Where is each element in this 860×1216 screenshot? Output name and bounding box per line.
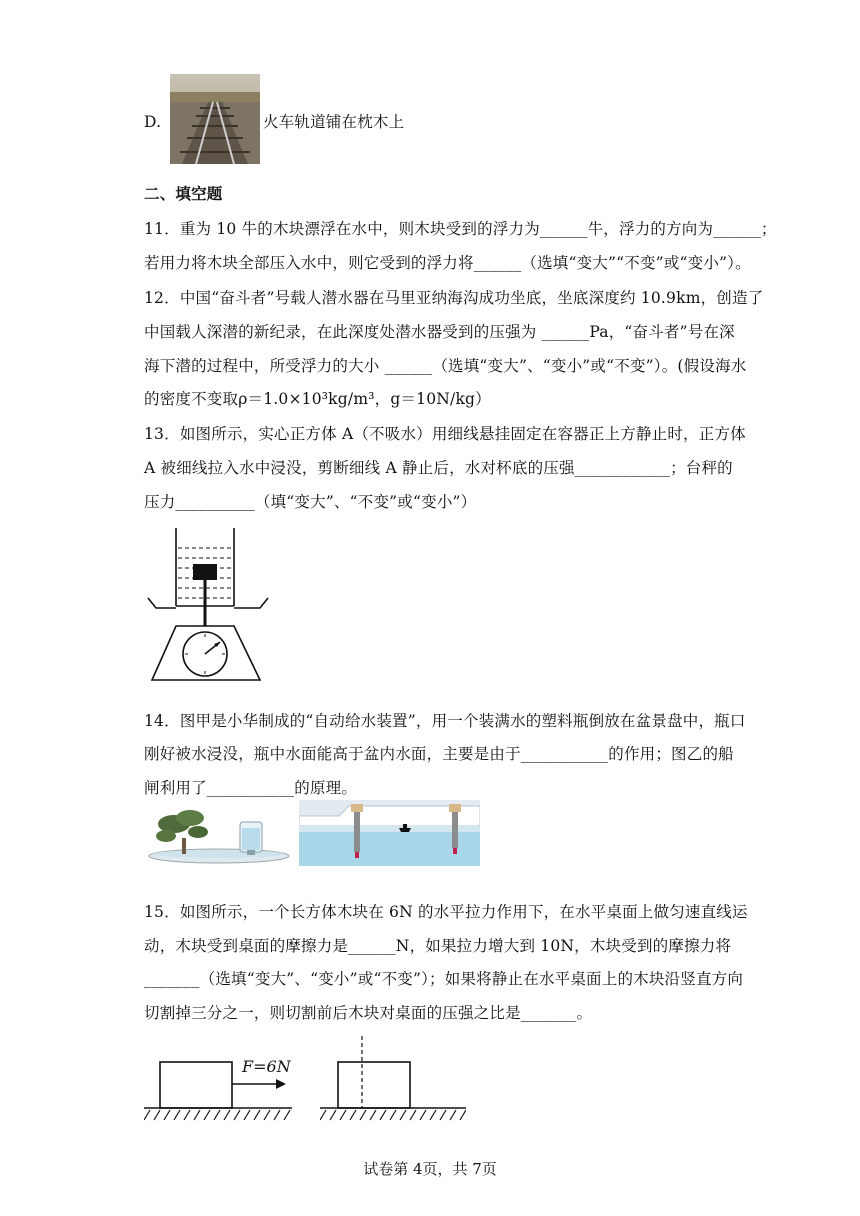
ship-lock-figure xyxy=(299,800,480,866)
q15-line4: 切割掉三分之一，则切割前后木块对桌面的压强之比是_______。 xyxy=(144,1004,593,1022)
railway-track-photo xyxy=(170,74,260,164)
q15-line2: 动，木块受到桌面的摩擦力是______N，如果拉力增大到 10N，木块受到的摩擦力将 xyxy=(144,937,732,955)
force-label: F=6N xyxy=(242,1057,291,1076)
bonsai-water-feeder-figure xyxy=(146,804,292,866)
option-d-text: 火车轨道铺在枕木上 xyxy=(263,113,405,131)
q12-line4: 的密度不变取ρ＝1.0×10³kg/m³，g＝10N/kg） xyxy=(144,390,491,408)
q15-line1: 15．如图所示，一个长方体木块在 6N 的水平拉力作用下，在水平桌面上做匀速直线运 xyxy=(144,903,748,921)
q15-line3: _______（选填“变大”、“变小”或“不变”）；如果将静止在水平桌面上的木块沿竖直方向 xyxy=(144,970,744,988)
container-scale-diagram xyxy=(146,526,270,684)
q13-line1: 13．如图所示，实心正方体 A（不吸水）用细线悬挂固定在容器正上方静止时，正方体 xyxy=(144,425,746,443)
block-pull-diagram xyxy=(144,1046,292,1126)
q14-line2: 刚好被水浸没，瓶中水面能高于盆内水面，主要是由于___________的作用；图乙的船 xyxy=(144,745,734,763)
q12-line2: 中国载人深潜的新纪录，在此深度处潜水器受到的压强为 ______Pa，“奋斗者”号在深 xyxy=(144,323,735,341)
q13-line2: A 被细线拉入水中浸没，剪断细线 A 静止后，水对杯底的压强____________；台秤的 xyxy=(144,459,733,477)
q11-line1: 11．重为 10 牛的木块漂浮在水中，则木块受到的浮力为______牛，浮力的方向为______； xyxy=(144,220,777,238)
q14-line1: 14．图甲是小华制成的“自动给水装置”，用一个装满水的塑料瓶倒放在盆景盘中，瓶口 xyxy=(144,712,746,730)
q12-line3: 海下潜的过程中，所受浮力的大小 ______（选填“变大”、“变小”或“不变”）。(假设海水 xyxy=(144,357,747,375)
q12-line1: 12．中国“奋斗者”号载人潜水器在马里亚纳海沟成功坐底，坐底深度约 10.9km，创造了 xyxy=(144,289,764,307)
section-title: 二、填空题 xyxy=(144,184,223,203)
q11-line2: 若用力将木块全部压入水中，则它受到的浮力将______（选填“变大”“不变”或“变小”）。 xyxy=(144,254,751,272)
q14-line3: 闸利用了___________的原理。 xyxy=(144,779,358,797)
q13-line3: 压力__________（填“变大”、“不变”或“变小”） xyxy=(144,493,477,511)
page-footer: 试卷第 4页，共 7页 xyxy=(363,1160,497,1178)
block-cut-diagram xyxy=(320,1034,466,1126)
option-d-label: D. xyxy=(144,113,162,131)
